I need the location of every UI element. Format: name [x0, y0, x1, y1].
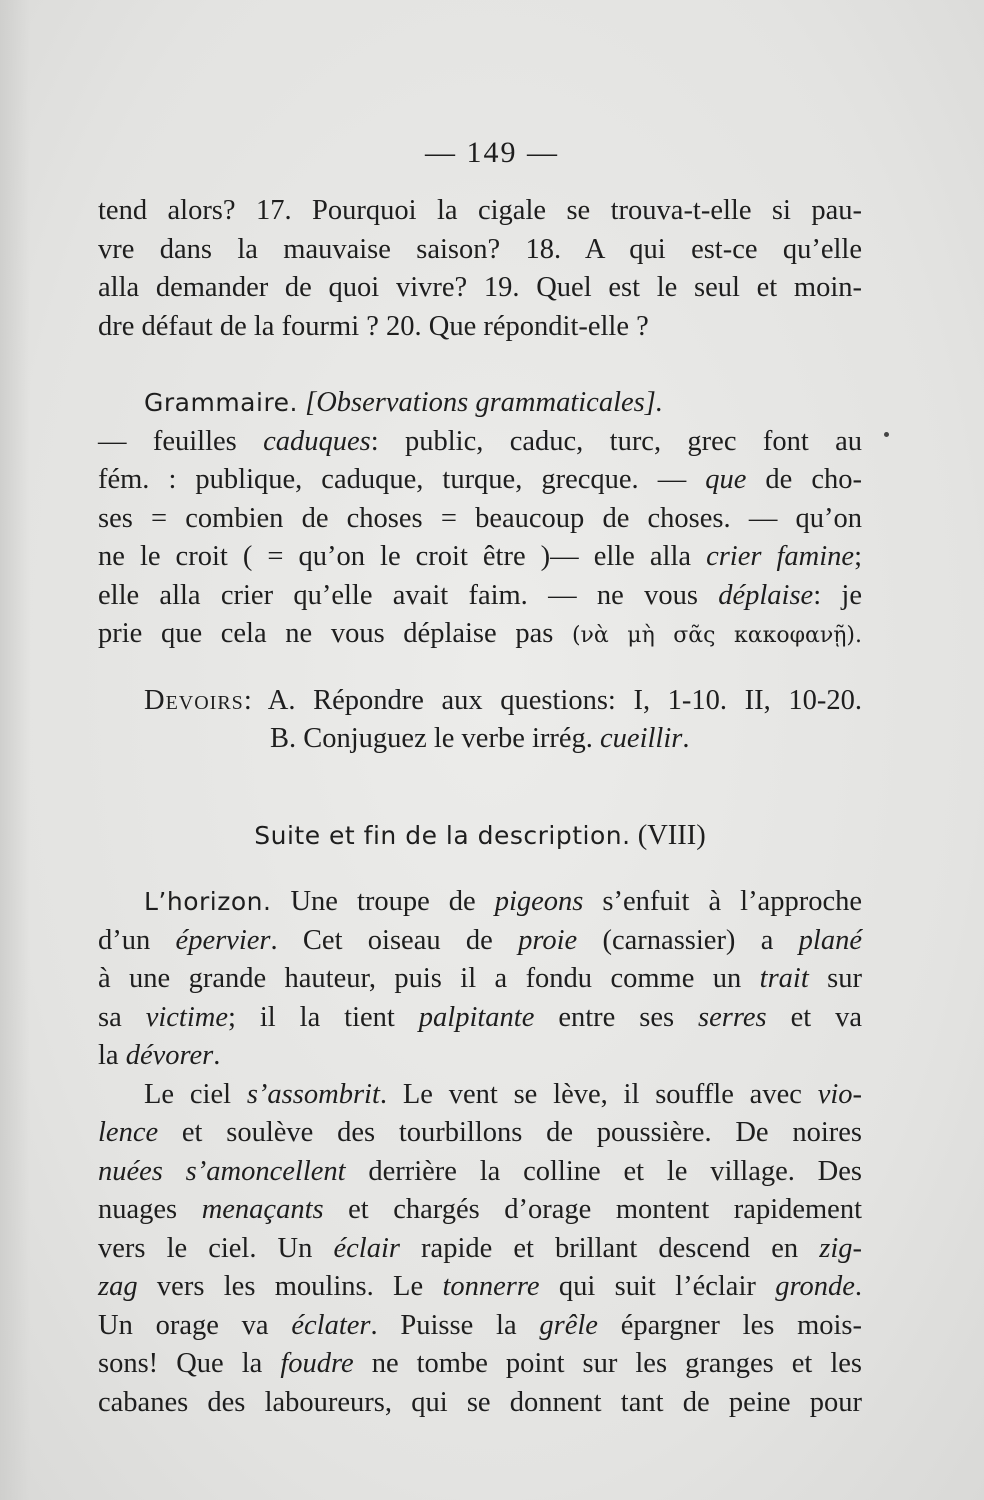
- text-run: : public, caduc, turc, grec font au: [370, 425, 862, 457]
- questions-line-3: alla demander de quoi vivre? 19. Quel est le seul et moin-: [98, 272, 862, 303]
- italic-run: serres: [698, 1001, 767, 1033]
- italic-run: vio-: [817, 1078, 862, 1110]
- italic-run: cueillir: [600, 723, 683, 754]
- text-run: la: [98, 1040, 126, 1071]
- italic-run: pigeons: [494, 886, 584, 917]
- text-run: : A. Répondre aux questions: I, 1-10. II, 10-20.: [243, 684, 862, 716]
- text-run: à une grande hauteur, puis il a fondu comme un: [98, 963, 760, 994]
- text-run: prie que cela ne vous déplaise pas: [98, 618, 572, 649]
- text-run: qui suit l’éclair: [539, 1271, 776, 1302]
- text-run: fém. : publique, caduque, turque, grecque. —: [98, 464, 706, 495]
- ciel-line-2: [98, 1114, 862, 1153]
- italic-run: tonnerre: [442, 1271, 540, 1302]
- horizon-lead: L’horizon.: [144, 887, 272, 916]
- italic-run: épervier: [175, 924, 271, 956]
- italic-run: plané: [798, 924, 862, 956]
- text-run: sur: [808, 963, 862, 994]
- text-run: — feuilles: [98, 425, 264, 457]
- text-run: derrière la colline et le village. Des: [345, 1155, 862, 1187]
- italic-run: s’assombrit: [246, 1078, 380, 1110]
- italic-run: caduques: [263, 425, 371, 457]
- italic-run: trait: [759, 963, 809, 994]
- text-run: ;: [854, 541, 862, 572]
- ciel-line-7: [98, 1307, 862, 1346]
- text-run: ne le croit ( = qu’on le croit être )— elle alla: [98, 541, 707, 572]
- text-run: .: [854, 1271, 863, 1302]
- italic-run: zig-: [819, 1232, 862, 1264]
- grammaire-line-2: [98, 461, 862, 500]
- ciel-line-6: [98, 1268, 862, 1307]
- grammaire-line-5: [98, 577, 862, 616]
- ink-speck: [884, 432, 889, 437]
- text-run: et chargés d’orage montent rapidement: [323, 1194, 862, 1225]
- text-run: ne tombe point sur les granges et les: [353, 1348, 862, 1379]
- page-spine-shadow: [0, 0, 30, 1500]
- italic-run: lence: [98, 1117, 159, 1148]
- grammaire-line-3: ses = combien de choses = beaucoup de choses. — qu’on: [98, 502, 862, 534]
- text-run: (carnassier) a: [577, 924, 799, 956]
- horizon-line-2: [98, 922, 862, 961]
- text-run: . Le vent se lève, il souffle avec: [379, 1078, 818, 1110]
- page-number: — 149 —: [425, 136, 559, 169]
- text-run: épargner les mois-: [597, 1309, 863, 1341]
- text-run: : je: [813, 579, 862, 611]
- questions-line-2: vre dans la mauvaise saison? 18. A qui est-ce qu’elle: [98, 233, 862, 265]
- ciel-line-1: [98, 1076, 862, 1115]
- text-run: Un orage va: [98, 1309, 292, 1341]
- text-run: et soulève des tourbillons de poussière. De noires: [158, 1117, 862, 1148]
- text-run: ; il la tient: [228, 1001, 419, 1033]
- text-run: nuages: [98, 1194, 202, 1225]
- greek-run: (νὰ μὴ σᾶς κακοφανῇ).: [571, 623, 862, 648]
- text-run: sons! Que la: [98, 1348, 281, 1379]
- page-body: [98, 192, 862, 1422]
- ciel-line-9: cabanes des laboureurs, qui se donnent tant de peine pour: [98, 1386, 862, 1418]
- grammaire-line-4: [98, 538, 862, 577]
- italic-run: déplaise: [718, 579, 814, 611]
- text-run: vers le ciel. Un: [98, 1232, 334, 1264]
- questions-line-4: dre défaut de la fourmi ? 20. Que répondit-elle ?: [98, 310, 649, 342]
- grammaire-line-6: [98, 615, 862, 656]
- ciel-line-3: [98, 1153, 862, 1192]
- horizon-line-5: [98, 1037, 862, 1076]
- text-run: et va: [766, 1001, 863, 1033]
- italic-run: éclater: [291, 1309, 371, 1341]
- italic-run: zag: [98, 1271, 138, 1302]
- ciel-line-5: [98, 1230, 862, 1269]
- text-run: vers les moulins. Le: [137, 1271, 443, 1302]
- text-run: de cho-: [746, 464, 862, 495]
- text-run: d’un: [98, 924, 176, 956]
- text-run: B. Conjuguez le verbe irrég.: [270, 723, 601, 754]
- italic-run: éclair: [333, 1232, 400, 1264]
- ciel-line-4: [98, 1191, 862, 1230]
- text-run: .: [682, 723, 690, 754]
- grammaire-subtitle: [Observations grammaticales].: [305, 387, 663, 418]
- devoirs-line-b: [98, 720, 862, 759]
- text-run: rapide et brillant descend en: [399, 1232, 820, 1264]
- text-run: Le ciel: [144, 1078, 247, 1110]
- italic-run: dévorer: [125, 1040, 214, 1071]
- italic-run: crier famine: [706, 541, 855, 572]
- section-number: (VIII): [637, 819, 706, 851]
- grammaire-heading-line: [98, 384, 862, 423]
- ciel-line-8: [98, 1345, 862, 1384]
- devoirs-line-a: [98, 682, 862, 721]
- italic-run: foudre: [280, 1348, 354, 1379]
- italic-run: nuées s’amoncellent: [98, 1155, 346, 1187]
- text-run: elle alla crier qu’elle avait faim. — ne vous: [98, 579, 719, 611]
- italic-run: menaçants: [201, 1194, 324, 1225]
- text-run: sa: [98, 1001, 146, 1033]
- devoirs-label: Devoirs: [144, 684, 244, 716]
- horizon-line-3: [98, 960, 862, 999]
- questions-line-1: tend alors? 17. Pourquoi la cigale se trouva-t-elle si pau-: [98, 195, 862, 226]
- italic-run: que: [705, 464, 747, 495]
- italic-run: victime: [145, 1001, 228, 1033]
- italic-run: gronde: [775, 1271, 855, 1302]
- grammaire-line-1: [98, 423, 862, 462]
- text-run: . Cet oiseau de: [270, 924, 519, 956]
- section-title: [98, 817, 862, 856]
- text-run: Une troupe de: [271, 886, 495, 917]
- text-run: entre ses: [534, 1001, 699, 1033]
- horizon-line-1: [98, 883, 862, 922]
- text-run: .: [213, 1040, 221, 1071]
- horizon-line-4: [98, 999, 862, 1038]
- italic-run: grêle: [539, 1309, 598, 1341]
- italic-run: palpitante: [418, 1001, 535, 1033]
- text-run: s’enfuit à l’approche: [583, 886, 862, 917]
- grammaire-heading: Grammaire.: [144, 388, 298, 417]
- italic-run: proie: [518, 924, 578, 956]
- text-run: . Puisse la: [370, 1309, 540, 1341]
- section-title-text: Suite et fin de la description.: [254, 820, 631, 850]
